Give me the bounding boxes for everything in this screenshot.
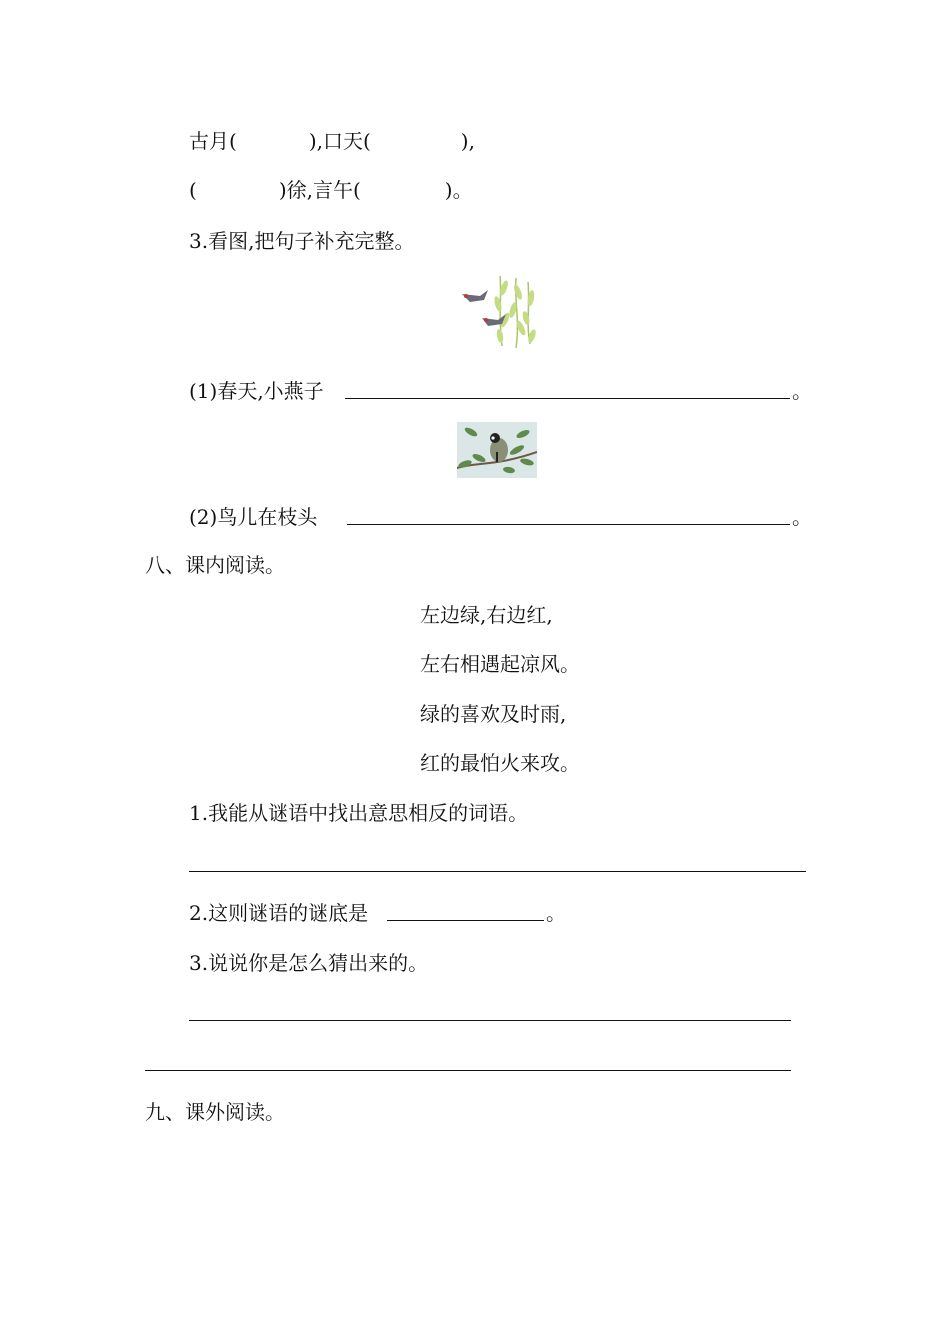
poem-line-2: 左右相遇起凉风。 <box>420 652 580 676</box>
question-3-answer-line-2[interactable] <box>145 1070 791 1071</box>
bird-on-branch-image <box>457 422 537 478</box>
fill-row-2-part-b: )徐,言午( <box>278 178 361 202</box>
fill-row-1-part-b: ),口天( <box>308 129 371 153</box>
sentence-2-prefix: (2)鸟儿在枝头 <box>189 505 318 529</box>
section-9-heading: 九、课外阅读。 <box>145 1100 285 1124</box>
section-8-heading: 八、课内阅读。 <box>145 553 285 577</box>
sentence-1-answer-line[interactable] <box>345 398 790 399</box>
swallows-willow-image <box>458 274 538 350</box>
fill-row-1-part-a: 古月( <box>189 129 237 153</box>
fill-row-2-part-a: ( <box>189 178 197 202</box>
poem-line-3: 绿的喜欢及时雨, <box>420 702 567 726</box>
question-2-end: 。 <box>546 901 566 925</box>
q3-title: 3.看图,把句子补充完整。 <box>189 229 415 253</box>
sentence-2-answer-line[interactable] <box>347 524 790 525</box>
poem-line-4: 红的最怕火来攻。 <box>420 751 580 775</box>
poem-line-1: 左边绿,右边红, <box>420 603 553 627</box>
fill-row-1 <box>189 128 475 154</box>
fill-row-2-part-c: )。 <box>444 178 473 202</box>
fill-row-2 <box>189 177 473 203</box>
question-3-answer-line-1[interactable] <box>189 1020 791 1021</box>
question-3: 3.说说你是怎么猜出来的。 <box>189 951 429 975</box>
sentence-2-end: 。 <box>792 505 812 529</box>
sentence-1-prefix: (1)春天,小燕子 <box>189 379 324 403</box>
sentence-1-end: 。 <box>792 379 812 403</box>
fill-row-1-part-c: ), <box>460 129 475 153</box>
question-2-answer-line[interactable] <box>387 920 544 921</box>
question-2-prefix: 2.这则谜语的谜底是 <box>189 901 369 925</box>
question-1-answer-line[interactable] <box>189 871 806 872</box>
question-1: 1.我能从谜语中找出意思相反的词语。 <box>189 801 529 825</box>
